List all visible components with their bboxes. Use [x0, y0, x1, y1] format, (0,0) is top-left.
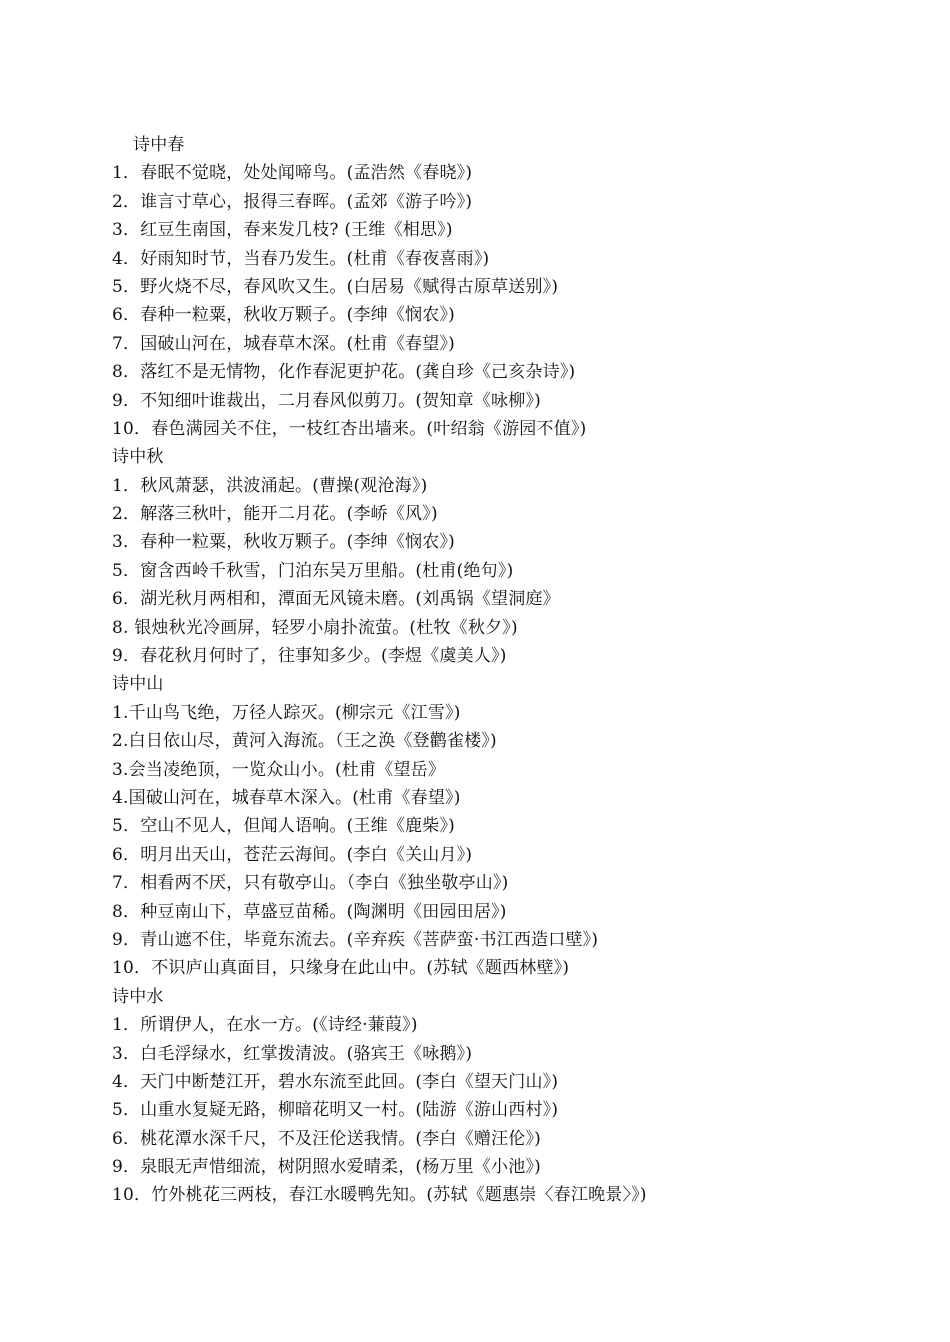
poem-line: 5．窗含西岭千秋雪，门泊东吴万里船。(杜甫(绝句》)	[112, 560, 514, 581]
poem-line: 1．所谓伊人，在水一方。(《诗经·蒹葭》)	[112, 1015, 418, 1036]
poem-line: 3.会当凌绝顶，一览众山小。(杜甫《望岳》	[112, 759, 446, 780]
poem-line: 8．落红不是无情物，化作春泥更护花。(龚自珍《己亥杂诗》)	[112, 362, 576, 383]
poem-line: 10．春色满园关不住，一枝红杏出墙来。(叶绍翁《游园不值》)	[112, 418, 587, 439]
poem-line: 6．明月出天山，苍茫云海间。(李白《关山月》)	[112, 844, 473, 865]
poem-line: 4．好雨知时节，当春乃发生。(杜甫《春夜喜雨》)	[112, 248, 490, 269]
poem-line: 7．国破山河在，城春草木深。(杜甫《春望》)	[112, 333, 455, 354]
poem-line: 4．天门中断楚江开，碧水东流至此回。(李白《望天门山》)	[112, 1071, 559, 1092]
poem-line: 9．春花秋月何时了，往事知多少。(李煜《虞美人》)	[112, 646, 507, 667]
poem-line: 10．竹外桃花三两枝，春江水暖鸭先知。(苏轼《题惠崇〈春江晚景〉》)	[112, 1185, 647, 1206]
poem-line: 1．春眠不觉晓，处处闻啼鸟。(孟浩然《春晓》)	[112, 163, 473, 184]
poem-line: 9．不知细叶谁裁出，二月春风似剪刀。(贺知章《咏柳》)	[112, 390, 541, 411]
poem-line: 3．春种一粒粟，秋收万颗子。(李绅《悯农》)	[112, 532, 455, 553]
poem-line: 3．红豆生南国，春来发几枝? (王维《相思》)	[112, 220, 453, 241]
poem-line: 10．不识庐山真面目，只缘身在此山中。(苏轼《题西林壁》)	[112, 958, 570, 979]
poem-line: 1.千山鸟飞绝，万径人踪灭。(柳宗元《江雪》)	[112, 702, 461, 723]
poem-line: 4.国破山河在，城春草木深入。(杜甫《春望》)	[112, 787, 461, 808]
poem-line: 1．秋风萧瑟，洪波涌起。(曹操(观沧海》)	[112, 475, 428, 496]
section-heading-mountain: 诗中山	[112, 674, 164, 695]
section-heading-autumn: 诗中秋	[112, 447, 164, 468]
poem-line: 5．野火烧不尽，春风吹又生。(白居易《赋得古原草送别》)	[112, 276, 559, 297]
poem-line: 9．泉眼无声惜细流，树阴照水爱晴柔，(杨万里《小池》)	[112, 1157, 541, 1178]
poem-line: 8．种豆南山下，草盛豆苗稀。(陶渊明《田园田居》)	[112, 901, 507, 922]
poem-line: 8. 银烛秋光冷画屏，轻罗小扇扑流萤。(杜牧《秋夕》)	[112, 617, 518, 638]
poem-line: 2．谁言寸草心，报得三春晖。(孟郊《游子吟》)	[112, 191, 473, 212]
poem-line: 3．白毛浮绿水，红掌拨清波。(骆宾王《咏鹅》)	[112, 1043, 473, 1064]
poem-line: 2．解落三秋叶，能开二月花。(李峤《风》)	[112, 504, 438, 525]
poem-line: 7．相看两不厌，只有敬亭山。（李白《独坐敬亭山》)	[112, 873, 509, 894]
poem-line: 2.白日依山尽，黄河入海流。（王之涣《登鹳雀楼》)	[112, 731, 497, 752]
poem-line: 6．桃花潭水深千尺，不及汪伦送我情。(李白《赠汪伦》)	[112, 1128, 541, 1149]
section-heading-water: 诗中水	[112, 986, 164, 1007]
poem-list	[112, 131, 872, 1210]
poem-line: 5．空山不见人，但闻人语响。(王维《鹿柴》)	[112, 816, 455, 837]
poem-line: 6．湖光秋月两相和，潭面无风镜未磨。(刘禹锅《望洞庭》	[112, 589, 560, 610]
poem-line: 6．春种一粒粟，秋收万颗子。(李绅《悯农》)	[112, 305, 455, 326]
poem-line: 9．青山遮不住，毕竟东流去。(辛弃疾《菩萨蛮·书江西造口壁》)	[112, 929, 599, 950]
poem-line: 5．山重水复疑无路，柳暗花明又一村。(陆游《游山西村》)	[112, 1100, 559, 1121]
section-heading-spring: 诗中春	[133, 135, 185, 155]
